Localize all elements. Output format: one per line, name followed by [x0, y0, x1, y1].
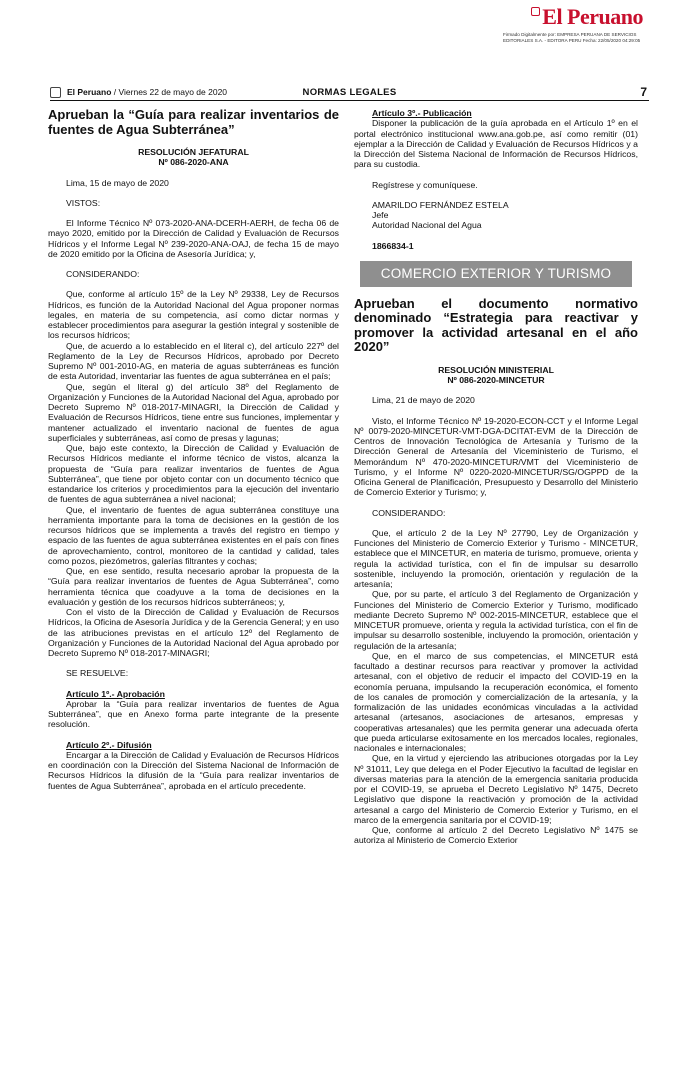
paragraph: Que, en la virtud y ejerciendo las atribuciones otorgadas por la Ley Nº 31011, Ley que delega en el Poder Ejecutivo la facultad de legislar en diversas materias para la atención de la emergencia sanitaria producida por el COVID-19, se aprueba el Decreto Legislativo Nº 1475, Decreto Legislativo que dispone la reactivación y promoción de la actividad artesanal a cargo del Ministerio de Comercio Exterior y Turismo, en el marco de la emergencia sanitaria por el COVID-19; — [354, 753, 638, 825]
vistos-heading: VISTOS: — [66, 197, 101, 208]
paragraph: Que, según el literal g) del artículo 38º del Reglamento de Organización y Funciones de la Autoridad Nacional del Agua, aprobado por Decreto Supremo Nº 018-2017-MINAGRI, la Dirección de Calidad y Evaluación de Recursos Hídricos, tiene entre sus funciones, implementar y mantener actualizado el inventario nacional de fuentes de agua superficiales y subterráneas, así como de presas y lagunas; — [48, 381, 339, 443]
signer-name: AMARILDO FERNÁNDEZ ESTELA — [372, 199, 509, 210]
paragraph: Que, bajo este contexto, la Dirección de Calidad y Evaluación de Recursos Hídricos mediante el informe técnico de vistos, alcanza la propuesta de “Guía para realizar inventarios de fuentes de Agua Subterránea”, que tiene por objeto contar con un documento técnico que estandarice los criterios y procedimientos para la ejecución del inventario de fuentes de agua subterránea a nivel nacional; — [48, 443, 339, 505]
registrese: Regístrese y comuníquese. — [372, 179, 478, 190]
signer-org: Autoridad Nacional del Agua — [372, 220, 482, 231]
header-date: / Viernes 22 de mayo de 2020 — [113, 87, 228, 97]
article-2-title: Artículo 2º.- Difusión — [66, 739, 152, 750]
section-banner: COMERCIO EXTERIOR Y TURISMO — [360, 261, 632, 287]
publication-code: 1866834-1 — [372, 240, 414, 251]
left-column — [48, 108, 339, 791]
considerando-heading-2: CONSIDERANDO: — [372, 507, 446, 518]
article-1-text: Aprobar la “Guía para realizar inventarios de fuentes de Agua Subterránea”, que en Anexo forma parte integrante de la presente resolución. — [48, 698, 339, 730]
header-paper-name: El Peruano — [67, 87, 112, 97]
paragraph: Que, el artículo 2 de la Ley Nº 27790, Ley de Organización y Funciones del Ministerio de Comercio Exterior y Turismo - MINCETUR, establece que el MINCETUR, en materia de turismo, promueve, orienta y regula la actividad turística, con el fin de impulsar su desarrollo sostenible, incluyendo la promoción, orientación y regulación de la artesanía; — [354, 527, 638, 589]
crest-icon — [531, 7, 540, 16]
visto-paragraph-2: Visto, el Informe Técnico Nº 19-2020-ECON-CCT y el Informe Legal Nº 0079-2020-MINCETUR-VMT-DGA-DCITAT-EVM de la Dirección de Centros de Innovación Tecnológica de Artesanía y Turismo de la Dirección General de Artesanía del Viceministerio de Turismo, el Memorándum Nº 470-2020-MINCETUR/VMT del Viceministerio de Turismo, y el Informe Nº 0220-2020-MINCETUR/SG/OGPPD de la Oficina General de Planificación, Presupuesto y Desarrollo del Ministerio de Comercio Exterior y Turismo; y, — [354, 415, 638, 498]
article-3-title: Artículo 3º.- Publicación — [372, 108, 472, 118]
se-resuelve-heading: SE RESUELVE: — [66, 668, 129, 679]
article-title-2: Aprueban el documento normativo denominado “Estrategia para reactivar y promover la actividad artesanal en el año 2020” — [354, 295, 638, 355]
escudo-icon — [50, 87, 61, 98]
digital-signature: Firmado Digitalmente por: EMPRESA PERUANA DE SERVICIOS EDITORIALES S.A. - EDITORA PERU Fecha: 22/05/2020 04:29:05 — [503, 32, 641, 43]
header-section: NORMAS LEGALES — [302, 86, 397, 98]
vistos-paragraph: El Informe Técnico Nº 073-2020-ANA-DCERH-AERH, de fecha 06 de mayo 2020, emitido por la Dirección de Calidad y Evaluación de Recursos Hídricos y el Informe Legal Nº 239-2020-ANA-OAJ, de fecha 15 de mayo de 2020 emitido por la Oficina de Asesoría Jurídica; y, — [48, 218, 339, 259]
masthead — [503, 6, 643, 43]
article-2-text: Encargar a la Dirección de Calidad y Evaluación de Recursos Hídricos en coordinación con la Dirección del Sistema Nacional de Información de Recursos Hídricos la difusión de la “Guía para realizar inventarios de fuentes de Agua Subterránea”, aprobada en el artículo precedente. — [48, 749, 339, 791]
article-1-title: Artículo 1º.- Aprobación — [66, 688, 165, 699]
considerando-heading: CONSIDERANDO: — [66, 269, 140, 279]
resolution-date: Lima, 15 de mayo de 2020 — [66, 177, 169, 188]
article-title: Aprueban la “Guía para realizar inventarios de fuentes de Agua Subterránea” — [48, 107, 339, 137]
paragraph: Que, en ese sentido, resulta necesario aprobar la propuesta de la “Guía para realizar inventarios de fuentes de Agua Subterránea”, como herramienta técnica que coadyuve a la toma de decisiones en la evaluación y gestión de los recursos hídricos subterráneos; y, — [48, 566, 339, 607]
resolution-type-2: RESOLUCIÓN MINISTERIAL — [438, 364, 554, 375]
paragraph: Que, de acuerdo a lo establecido en el literal c), del artículo 227º del Reglamento de la Ley de Recursos Hídricos, aprobado por Decreto Supremo Nº 001-2010-AG, en materia de aguas subterráneas es función de esta Autoridad, inventariar las fuentes de agua subterránea en el país; — [48, 340, 339, 382]
brand-logo — [503, 6, 643, 28]
paragraph: Que, el inventario de fuentes de agua subterránea constituye una herramienta importante para la toma de decisiones en la gestión de los recursos hídricos que se implementa a través del registro en tiempo y espacio de las fuentes de agua subterránea existentes en el país con fines de aprovechamiento, control, monitoreo de la cantidad y calidad, tales como pozos, piezómetros, galerías filtrantes y cochas; — [48, 504, 339, 566]
signer-role: Jefe — [372, 210, 389, 220]
paragraph: Que, conforme al artículo 2 del Decreto Legislativo Nº 1475 se autoriza al Ministerio de Comercio Exterior — [354, 825, 638, 846]
right-column — [354, 108, 638, 846]
resolution-date-2: Lima, 21 de mayo de 2020 — [372, 395, 475, 406]
brand-text: El Peruano — [542, 4, 643, 29]
article-3-text: Disponer la publicación de la guía aprobada en el Artículo 1º en el portal electrónico institucional www.ana.gob.pe, así como remitir (01) ejemplar a la Dirección de Calidad y Evaluación de Recursos Hídricos y a la Dirección del Sistema Nacional de Información de Recursos Hídricos, para su custodia. — [354, 118, 638, 170]
resolution-number: Nº 086-2020-ANA — [158, 157, 229, 168]
paragraph: Que, conforme al artículo 15º de la Ley Nº 29338, Ley de Recursos Hídricos, es función de la Autoridad Nacional del Agua proponer normas legales, en materia de su competencia, así como dictar normas y establecer procedimientos para asegurar la gestión integral y sostenible de los recursos hídricos; — [48, 289, 339, 341]
page-number: 7 — [640, 85, 647, 99]
resolution-number-2: Nº 086-2020-MINCETUR — [447, 375, 545, 385]
paragraph: Con el visto de la Dirección de Calidad y Evaluación de Recursos Hídricos, la Oficina de Asesoría Jurídica y de la Gerencia General; y en uso de las atribuciones previstas en el artículo 12º del Reglamento de Organización y Funciones de la Autoridad Nacional del Agua aprobado por Decreto Supremo Nº 018-2017-MINAGRI; — [48, 607, 339, 658]
page-header — [50, 84, 649, 101]
resolution-type: RESOLUCIÓN JEFATURAL — [138, 147, 249, 157]
paragraph: Que, en el marco de sus competencias, el MINCETUR está facultado a destinar recursos para reactivar y promover la actividad artesanal, con el objetivo de reducir el impacto del COVID-19 en la economía peruana, impulsando la recuperación económica, el fomento de los canales de promoción y comercialización de la artesanía, y la formalización de las unidades económicas vinculadas a la actividad artesanal (artesanos, asociaciones de artesanos, empresas y cooperativas artesanales) que les permita generar una adecuada oferta que pueda articularse exitosamente en los mercados locales, regionales, nacionales e internacionales; — [354, 650, 638, 753]
paragraph: Que, por su parte, el artículo 3 del Reglamento de Organización y Funciones del Ministerio de Comercio Exterior y Turismo, modificado mediante Decreto Supremo Nº 002-2015-MINCETUR, establece que el MINCETUR promueve, orienta y regula la actividad turística, con el fin de impulsar su desarrollo sostenible, incluyendo la promoción, orientación y regulación de la artesanía; — [354, 589, 638, 651]
header-paper — [67, 87, 227, 97]
